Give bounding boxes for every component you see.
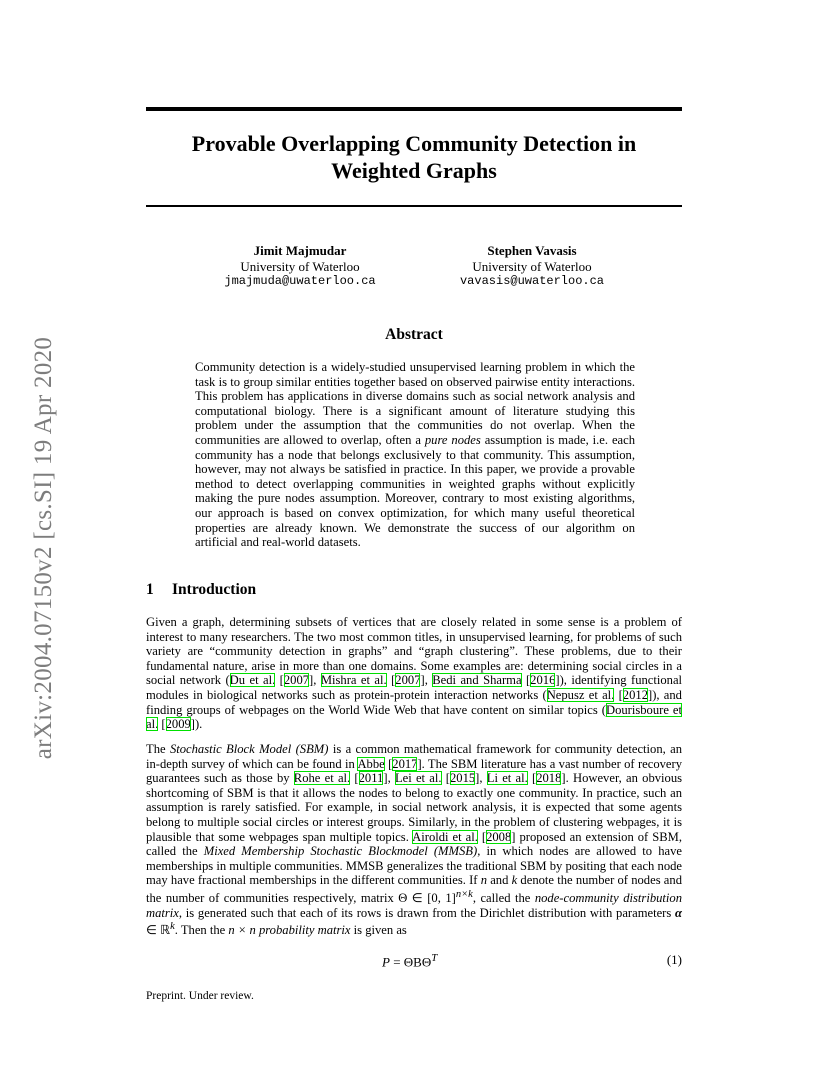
citation-year-link[interactable]: 2011 [358,771,384,786]
citation-year-link[interactable]: 2007 [283,673,310,688]
title-line-2: Weighted Graphs [331,158,497,183]
citation-link[interactable]: Nepusz et al. [546,687,615,702]
abstract-text: Community detection is a widely-studied unsupervised learning problem in which the task is to group similar entities together based on observed pairwise entity interactions. This problem has applications in diverse domains such as social network analysis and computational biology. There is a significant amount of literature studying this problem under the assumption that the communities do not overlap. When the communities are allowed to overlap, often a pure nodes assumption is made, i.e. each community has a node that belongs exclusively to that community. This assumption, however, may not always be satisfied in practice. In this paper, we provide a provable method to detect overlapping communities in weighted graphs without explicitly making the pure nodes assumption. Moreover, contrary to most existing algorithms, our approach is based on convex optimization, for which many useful theoretical properties are already known. We demonstrate the success of our algorithm on artificial and real-world datasets. [195,360,636,550]
citation-link[interactable]: Abbe [357,756,385,771]
citation-link[interactable]: Dourisboure et al. [146,702,682,732]
citation-year-link[interactable]: 2017 [392,756,418,771]
citation-link[interactable]: Lei et al. [394,771,442,786]
title-rule-bottom [146,205,682,207]
intro-paragraph-1: Given a graph, determining subsets of vertices that are closely related in some sense is a problem of interest to many researchers. The two most common titles, in unsupervised learning, for problems of such variety are “community detection in graphs” and “graph clustering”. These problems, due to their fundamental nature, arise in more than one domains. Some examples are: determining social circles in a social network (Du et al. [2007], Mishra et al. [2007], Bedi and Sharma [2016]), identifying functional modules in biological networks such as protein-protein interaction networks (Nepusz et al. [2012]), and finding groups of webpages on the World Wide Web that have content on similar topics (Dourisboure et al. [2009]). [146,615,683,732]
author-block-1 [190,243,410,290]
author-name: Stephen Vavasis [487,243,577,258]
author-block-2 [422,243,642,290]
paper-title [146,130,682,184]
citation-link[interactable]: Airoldi et al. [412,829,478,844]
citation-year-link[interactable]: 2016 [530,673,556,688]
section-title: Introduction [172,581,257,598]
abstract-heading: Abstract [385,326,443,343]
author-name: Jimit Majmudar [253,243,347,258]
citation-year-link[interactable]: 2018 [536,771,562,786]
equation-body: $P = \Theta B\Theta^T$ [382,952,438,970]
citation-year-link[interactable]: 2007 [395,673,421,688]
section-heading-introduction [146,581,256,599]
section-number: 1 [146,581,154,598]
citation-year-link[interactable]: 2015 [449,771,476,786]
author-affiliation: University of Waterloo [472,258,592,274]
author-email[interactable]: vavasis@uwaterloo.ca [459,274,605,288]
citation-year-link[interactable]: 2008 [486,829,512,844]
author-email[interactable]: jmajmuda@uwaterloo.ca [224,274,376,288]
footer-note: Preprint. Under review. [146,990,254,1002]
citation-year-link[interactable]: 2012 [622,687,648,702]
title-line-1: Provable Overlapping Community Detection in [191,131,637,156]
citation-year-link[interactable]: 2009 [165,717,191,732]
citation-link[interactable]: Du et al. [229,673,276,688]
citation-link[interactable]: Rohe et al. [293,771,351,786]
title-rule-top [146,107,682,111]
citation-link[interactable]: Mishra et al. [320,673,387,688]
citation-link[interactable]: Li et al. [486,771,528,786]
arxiv-stamp: arXiv:2004.07150v2 [cs.SI] 19 Apr 2020 [30,336,57,760]
intro-paragraph-2: The Stochastic Block Model (SBM) is a common mathematical framework for community detection, an in-depth survey of which can be found in Abbe [2017]. The SBM literature has a vast number of recovery guarantees such as those by Rohe et al. [2011], Lei et al. [2015], Li et al. [2018]. However, an obvious shortcoming of SBM is that it allows the nodes to belong to exactly one community. In practice, such an assumption is rarely satisfied. For example, in social network analysis, it is expected that some agents belong to multiple social circles or interest groups. Similarly, in the problem of clustering webpages, it is plausible that some webpages span multiple topics. Airoldi et al. [2008] proposed an extension of SBM, called the Mixed Membership Stochastic Blockmodel (MMSB), in which nodes are allowed to have memberships in multiple communities. MMSB generalizes the traditional SBM by positing that each node may have fractional memberships in the different communities. If n and k denote the number of nodes and the number of communities respectively, matrix Θ ∈ [0, 1]$^{n\times k}$, called the node-community distribution matrix, is generated such that each of its rows is drawn from the Dirichlet distribution with parameters α ∈ ℝ$^k$. Then the n × n probability matrix is given as [146,742,683,938]
equation-number: (1) [666,952,682,967]
citation-link[interactable]: Bedi and Sharma [432,673,522,688]
author-affiliation: University of Waterloo [240,258,360,274]
